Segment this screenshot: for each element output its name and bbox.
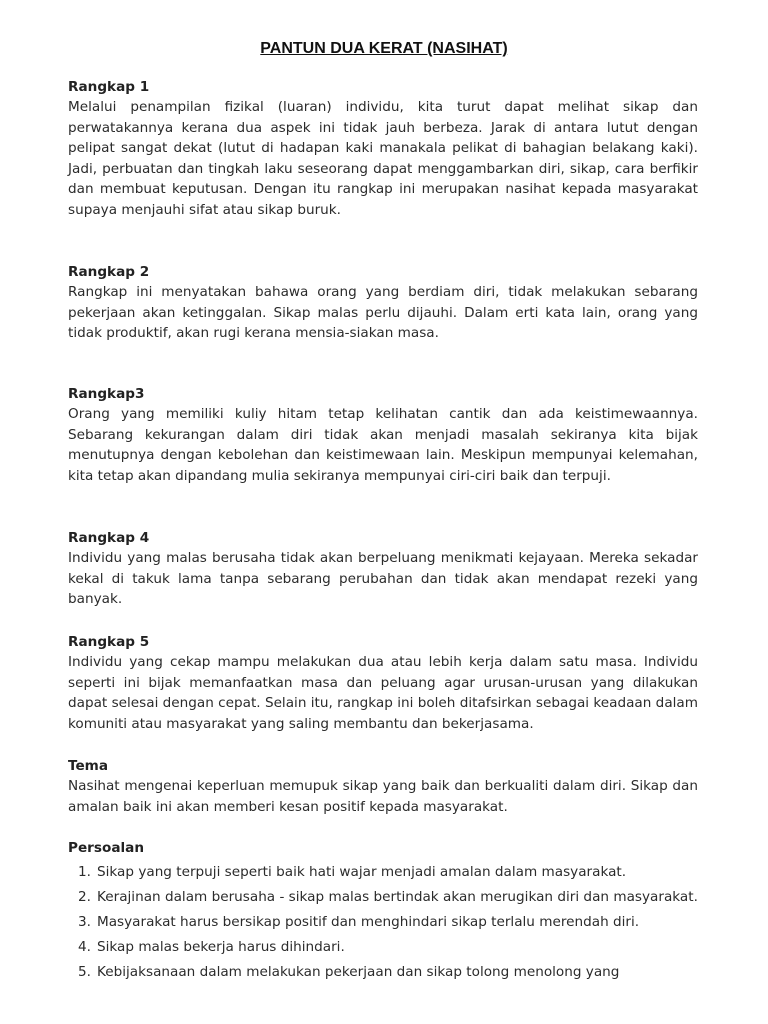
section-heading: Rangkap 4 [68, 530, 150, 546]
section-heading: Rangkap3 [68, 386, 145, 402]
section-paragraph: Individu yang cekap mampu melakukan dua atau lebih kerja dalam satu masa. Individu seperti ini bijak memanfaatkan masa dan peluang agar urusan-urusan yang dilakukan dapat selesai dengan cepat. Selain itu, rangkap ini boleh ditafsirkan sebagai keadaan dalam komuniti atau masyarakat yang saling membantu dan bekerjasama. [68, 654, 698, 732]
list-item-text: Kebijaksanaan dalam melakukan pekerjaan dan sikap tolong menolong yang [97, 964, 620, 980]
section-persoalan [68, 838, 698, 987]
list-item [68, 912, 698, 932]
list-item-number: 3. [78, 914, 91, 930]
section-rangkap-1 [68, 77, 698, 220]
section-heading: Rangkap 2 [68, 264, 150, 280]
list-item [68, 862, 698, 882]
section-paragraph: Individu yang malas berusaha tidak akan berpeluang menikmati kejayaan. Mereka sekadar kekal di takuk lama tanpa sebarang perubahan dan tidak akan mendapat rezeki yang banyak. [68, 550, 698, 607]
list-item [68, 887, 698, 907]
list-item-number: 4. [78, 939, 91, 955]
section-heading: Rangkap 5 [68, 634, 150, 650]
list-item-text: Kerajinan dalam berusaha - sikap malas bertindak akan merugikan diri dan masyarakat. [97, 889, 698, 905]
section-heading: Persoalan [68, 840, 145, 856]
list-item [68, 962, 698, 982]
section-rangkap-2 [68, 262, 698, 344]
section-paragraph: Nasihat mengenai keperluan memupuk sikap yang baik dan berkualiti dalam diri. Sikap dan amalan baik ini akan memberi kesan positif kepada masyarakat. [68, 778, 698, 815]
list-item-text: Sikap yang terpuji seperti baik hati wajar menjadi amalan dalam masyarakat. [97, 864, 627, 880]
section-paragraph: Orang yang memiliki kuliy hitam tetap kelihatan cantik dan ada keistimewaannya. Sebarang kekurangan dalam diri tidak akan menjadi masalah sekiranya kita bijak menutupnya dengan kebolehan dan keistimewaan lain. Meskipun mempunyai kelemahan, kita tetap akan dipandang mulia sekiranya mempunyai ciri-ciri baik dan terpuji. [68, 406, 698, 484]
list-item-number: 1. [78, 864, 91, 880]
section-rangkap-4 [68, 528, 698, 610]
section-heading: Rangkap 1 [68, 79, 150, 95]
section-heading: Tema [68, 758, 109, 774]
list-item-number: 5. [78, 964, 91, 980]
list-item-text: Sikap malas bekerja harus dihindari. [97, 939, 345, 955]
persoalan-list [68, 862, 698, 982]
section-rangkap-5 [68, 632, 698, 734]
document-title: PANTUN DUA KERAT (NASIHAT) [260, 40, 508, 57]
section-tema [68, 756, 698, 817]
list-item-text: Masyarakat harus bersikap positif dan menghindari sikap terlalu merendah diri. [97, 914, 640, 930]
section-paragraph: Rangkap ini menyatakan bahawa orang yang berdiam diri, tidak melakukan sebarang pekerjaan akan ketinggalan. Sikap malas perlu dijauhi. Dalam erti kata lain, orang yang tidak produktif, akan rugi kerana mensia-siakan masa. [68, 284, 698, 341]
list-item [68, 937, 698, 957]
section-rangkap-3 [68, 384, 698, 486]
list-item-number: 2. [78, 889, 91, 905]
section-paragraph: Melalui penampilan fizikal (luaran) individu, kita turut dapat melihat sikap dan perwatakannya kerana dua aspek ini tidak jauh berbeza. Jarak di antara lutut dengan pelipat sangat dekat (lutut di hadapan kaki manakala pelikat di bahagian belakang kaki). Jadi, perbuatan dan tingkah laku seseorang dapat menggambarkan diri, sikap, cara berfikir dan membuat keputusan. Dengan itu rangkap ini merupakan nasihat kepada masyarakat supaya menjauhi sifat atau sikap buruk. [68, 99, 698, 218]
